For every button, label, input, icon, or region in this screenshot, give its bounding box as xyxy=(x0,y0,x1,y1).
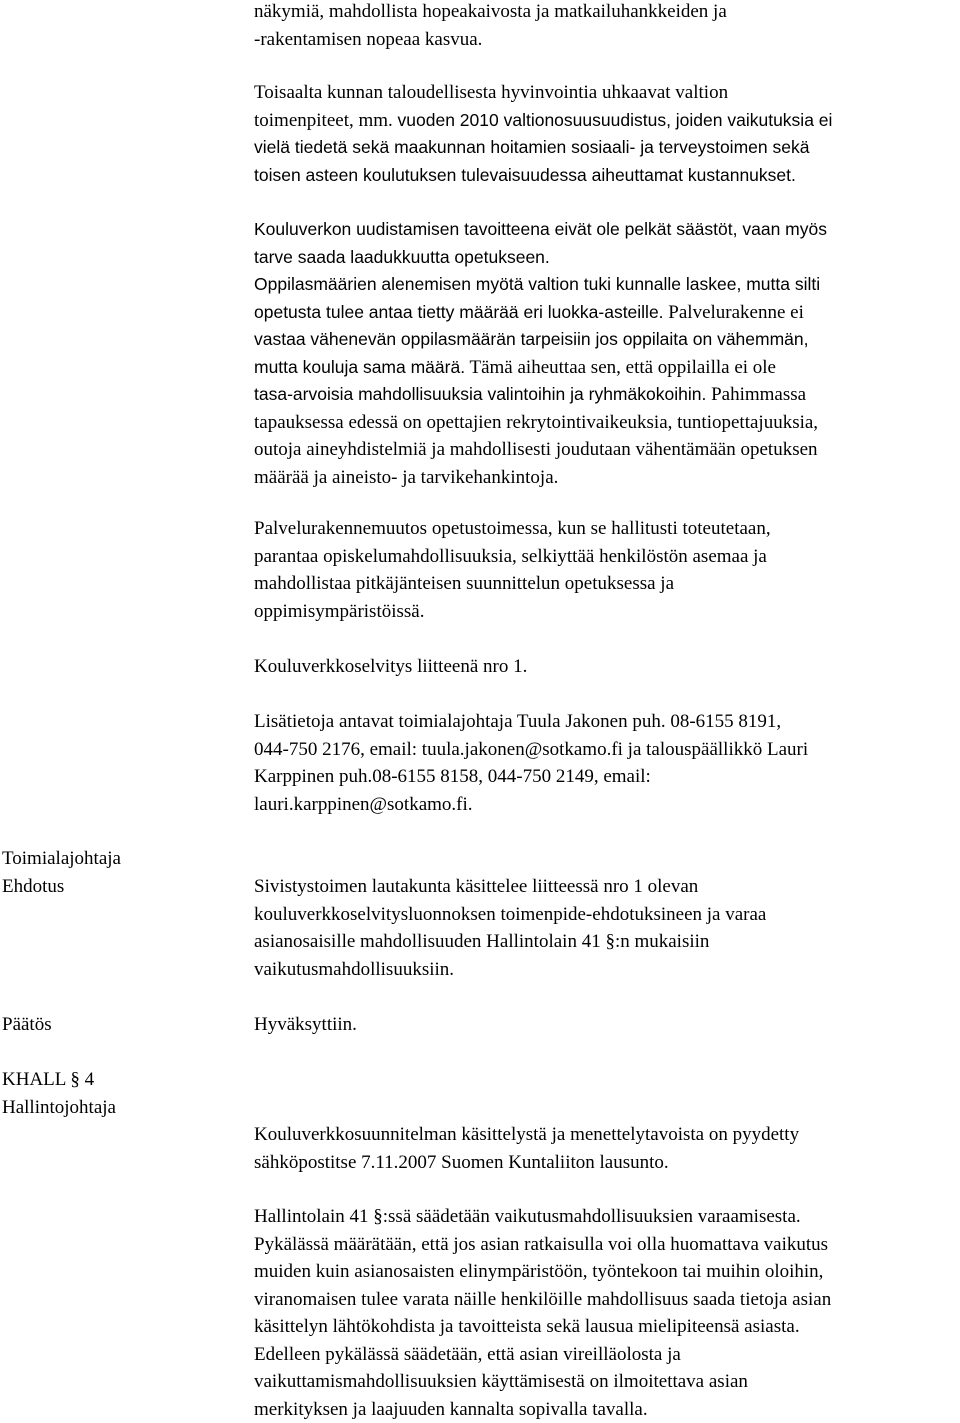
text-line: Kouluverkon uudistamisen tavoitteena eivät ole pelkät säästöt, vaan myös xyxy=(254,219,827,239)
label-paatos: Päätös xyxy=(2,1014,52,1035)
text-run: vuoden 2010 valtionosuusuudistus, joiden vaikutuksia ei xyxy=(397,109,833,130)
text-line: tapauksessa edessä on opettajien rekrytointivaikeuksia, tuntiopettajuuksia, xyxy=(254,411,819,433)
label-hallintojohtaja: Hallintojohtaja xyxy=(2,1096,116,1118)
text-run: mutta kouluja sama määrä. xyxy=(254,356,466,377)
margin-label-role xyxy=(2,845,242,900)
text-line-mixed xyxy=(254,381,954,409)
text-line: oppimisympäristöissä. xyxy=(254,600,425,622)
text-line: parantaa opiskelumahdollisuuksia, selkiyttää henkilöstön asemaa ja xyxy=(254,545,767,567)
paragraph-intro-continuation xyxy=(254,0,954,53)
paragraph-school-network-goals xyxy=(254,216,954,491)
text-line: näkymiä, mahdollista hopeakaivosta ja matkailuhankkeiden ja xyxy=(254,1,727,22)
text-run: tasa-arvoisia mahdollisuuksia valintoihin ja ryhmäkokoihin. xyxy=(254,384,707,404)
text-line: 044-750 2176, email: tuula.jakonen@sotkamo.fi ja talouspäällikkö Lauri xyxy=(254,738,809,760)
paragraph-contact-info xyxy=(254,708,954,818)
text-line: kouluverkkoselvitysluonnoksen toimenpide-ehdotuksineen ja varaa xyxy=(254,903,767,925)
text-line: vaikuttamismahdollisuuksien käyttämisestä on ilmoitettava asian xyxy=(254,1371,748,1392)
text-line: käsittelyn lähtökohdista ja tavoitteista sekä lausua mielipiteensä asiasta. xyxy=(254,1316,800,1337)
text-run: Pahimmassa xyxy=(706,384,807,405)
text-run: Palvelurakenne ei xyxy=(663,301,804,323)
text-line: tarve saada laadukkuutta opetukseen. xyxy=(254,246,550,267)
margin-label-khall xyxy=(2,1066,242,1121)
text-line: vastaa vähenevän oppilasmäärän tarpeisiin jos oppilaita on vähemmän, xyxy=(254,329,809,349)
paragraph-service-structure-change xyxy=(254,515,954,625)
text-line: Oppilasmäärien alenemisen myötä valtion tuki kunnalle laskee, mutta silti xyxy=(254,274,821,294)
text-line: mahdollistaa pitkäjänteisen suunnittelun opetuksessa ja xyxy=(254,573,675,594)
text-line: toisen asteen koulutuksen tulevaisuudessa aiheuttamat kustannukset. xyxy=(254,164,796,185)
text-line: merkityksen ja laajuuden kannalta sopivalla tavalla. xyxy=(254,1398,648,1420)
text-line-mixed xyxy=(254,354,954,382)
text-line: Toisaalta kunnan taloudellisesta hyvinvointia uhkaavat valtion xyxy=(254,82,729,103)
label-toimialajohtaja: Toimialajohtaja xyxy=(2,848,121,869)
proposal-text xyxy=(254,873,954,983)
paragraph-administrative-law xyxy=(254,1203,954,1423)
text-line: vielä tiedetä sekä maakunnan hoitamien sosiaali- ja terveystoimen sekä xyxy=(254,137,810,157)
text-line: Lisätietoja antavat toimialajohtaja Tuula Jakonen puh. 08-6155 8191, xyxy=(254,711,782,732)
text-line-mixed xyxy=(254,299,954,327)
text-line: sähköpostitse 7.11.2007 Suomen Kuntaliiton lausunto. xyxy=(254,1151,669,1173)
text-line: Kouluverkkoselvitys liitteenä nro 1. xyxy=(254,656,528,677)
text-line: Palvelurakennemuutos opetustoimessa, kun se hallitusti toteutetaan, xyxy=(254,518,771,539)
text-run: toimenpiteet, mm. xyxy=(254,109,398,131)
paragraph-attachment-note xyxy=(254,653,954,681)
text-line: lauri.karppinen@sotkamo.fi. xyxy=(254,793,473,815)
paragraph-municipal-economy xyxy=(254,79,954,189)
label-ehdotus: Ehdotus xyxy=(2,875,65,897)
text-line-mixed xyxy=(254,107,954,135)
text-line: Edelleen pykälässä säädetään, että asian vireilläolosta ja xyxy=(254,1343,681,1365)
text-run: Tämä aiheuttaa sen, että oppilailla ei ole xyxy=(465,356,776,378)
margin-label-decision xyxy=(2,1011,242,1039)
text-line: Hallintolain 41 §:ssä säädetään vaikutusmahdollisuuksien varaamisesta. xyxy=(254,1206,801,1227)
text-line: Hyväksyttiin. xyxy=(254,1014,357,1035)
label-khall-section: KHALL § 4 xyxy=(2,1069,95,1090)
text-line: outoja aineyhdistelmiä ja mahdollisesti joudutaan vähentämään opetuksen xyxy=(254,439,818,460)
text-line: muiden kuin asianosaisten elinympäristöön, työntekoon tai muihin oloihin, xyxy=(254,1261,824,1282)
text-line: Karppinen puh.08-6155 8158, 044-750 2149, email: xyxy=(254,766,651,787)
text-line: määrää ja aineisto- ja tarvikehankintoja. xyxy=(254,466,559,488)
paragraph-kuntaliitto-request xyxy=(254,1121,954,1176)
text-line: viranomaisen tulee varata näille henkilöille mahdollisuus saada tietoja asian xyxy=(254,1288,832,1310)
text-line: Pykälässä määrätään, että jos asian ratkaisulla voi olla huomattava vaikutus xyxy=(254,1233,829,1255)
text-line: Kouluverkkosuunnitelman käsittelystä ja menettelytavoista on pyydetty xyxy=(254,1124,800,1145)
text-line: asianosaisille mahdollisuuden Hallintolain 41 §:n mukaisiin xyxy=(254,931,710,952)
text-line: -rakentamisen nopeaa kasvua. xyxy=(254,28,483,50)
text-run: opetusta tulee antaa tietty määrää eri luokka-asteille. xyxy=(254,301,664,322)
decision-text xyxy=(254,1011,954,1039)
text-line: vaikutusmahdollisuuksiin. xyxy=(254,958,455,980)
text-line: Sivistystoimen lautakunta käsittelee liitteessä nro 1 olevan xyxy=(254,876,699,897)
